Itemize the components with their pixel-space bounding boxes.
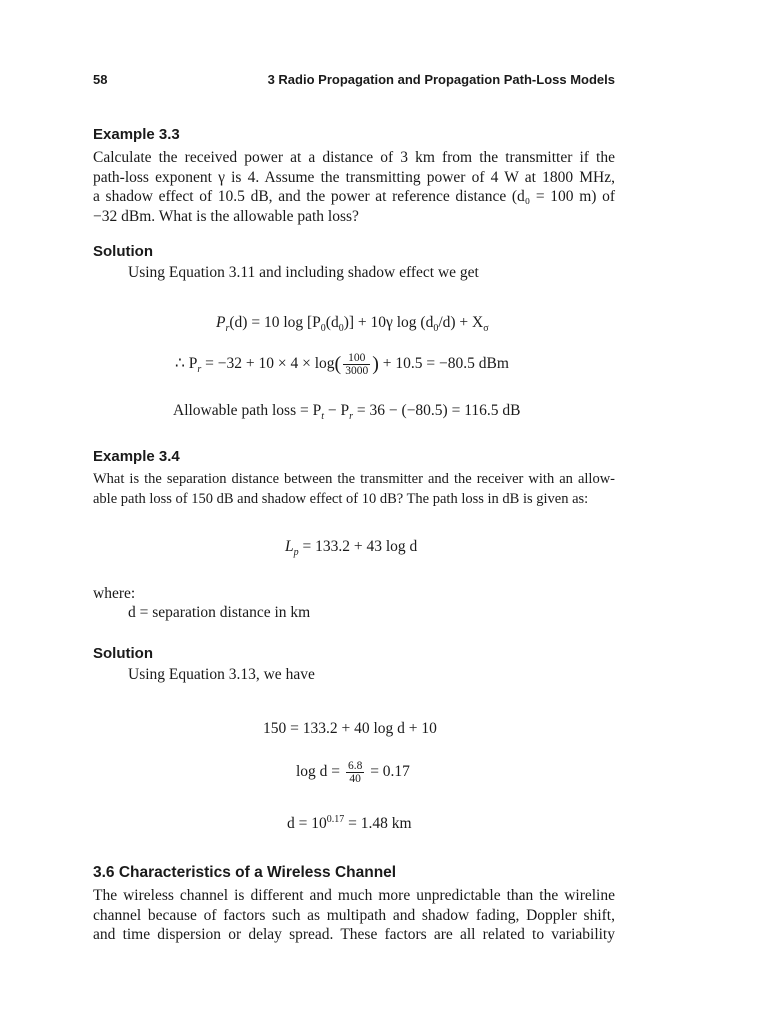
solution-label: Solution: [93, 243, 153, 260]
problem-line: What is the separation distance between the transmitter and the receiver with an allow-: [93, 471, 615, 487]
equation-received-power: $P_r(d) = 10$ $\log [P_0(d_0)] + 10\gamma$ $\log (d_0/d) + X_\sigma$: [216, 314, 489, 335]
solution-intro: Using Equation 3.11 and including shadow effect we get: [128, 264, 479, 281]
example-3-4-heading: Example 3.4: [93, 448, 180, 465]
where-label: where:: [93, 585, 136, 602]
example-3-4-problem: [93, 470, 615, 509]
body-line: and time dispersion or delay spread. These factors are all related to variability: [93, 926, 615, 943]
fraction: $\frac{6.8}{40}$: [347, 760, 363, 785]
running-header: [93, 72, 615, 92]
solution-intro-2: Using Equation 3.13, we have: [128, 666, 315, 683]
example-3-3-heading: Example 3.3: [93, 126, 180, 143]
where-definition: d = separation distance in km: [128, 604, 311, 621]
problem-line: able path loss of 150 dB and shadow effect of 10 dB? The path loss in dB is given as:: [93, 490, 589, 507]
problem-line: −32 dBm. What is the allowable path loss?: [93, 207, 359, 225]
equation-d-result: $d = 10^{0.17} = 1.48$ km: [287, 814, 412, 833]
section-heading: 3.6 Characteristics of a Wireless Channel: [93, 864, 397, 881]
problem-line: a shadow effect of 10.5 dB, and the power at reference distance (d₀ = 100 m) of: [93, 188, 615, 205]
equation-log-d: log d = $\frac{6.8}{40}$ = 0.17: [296, 760, 410, 785]
solution-label-2: Solution: [93, 645, 153, 662]
equation-150: 150 = 133.2 + 40 log d + 10: [263, 720, 437, 737]
running-title: 3 Radio Propagation and Propagation Path-Loss Models: [267, 72, 615, 87]
equation-pr-value: ∴ $P_r = -32 + 10 \times 4 \times \log$( $\frac{100}{3000}$ ) + 10.5 = −80.5 dBm: [175, 352, 509, 377]
page-number: 58: [93, 72, 108, 87]
problem-line: path-loss exponent γ is 4. Assume the transmitting power of 4 W at 1800 MHz,: [93, 168, 615, 186]
fraction: $\frac{100}{3000}$: [345, 352, 369, 377]
equation-path-loss: $L_p = 133.2 + 43$ log d: [285, 538, 418, 559]
example-3-3-problem: [93, 148, 615, 226]
section-body: [93, 886, 615, 945]
problem-line: Calculate the received power at a distance of 3 km from the transmitter if the: [93, 149, 615, 166]
body-line: The wireless channel is different and much more unpredictable than the wireline: [93, 887, 615, 904]
body-line: channel because of factors such as multipath and shadow fading, Doppler shift,: [93, 906, 615, 924]
equation-allowable-path-loss: Allowable path loss = $P_t - P_r = 36 - (-80.5) = 116.5$ dB: [173, 402, 521, 423]
